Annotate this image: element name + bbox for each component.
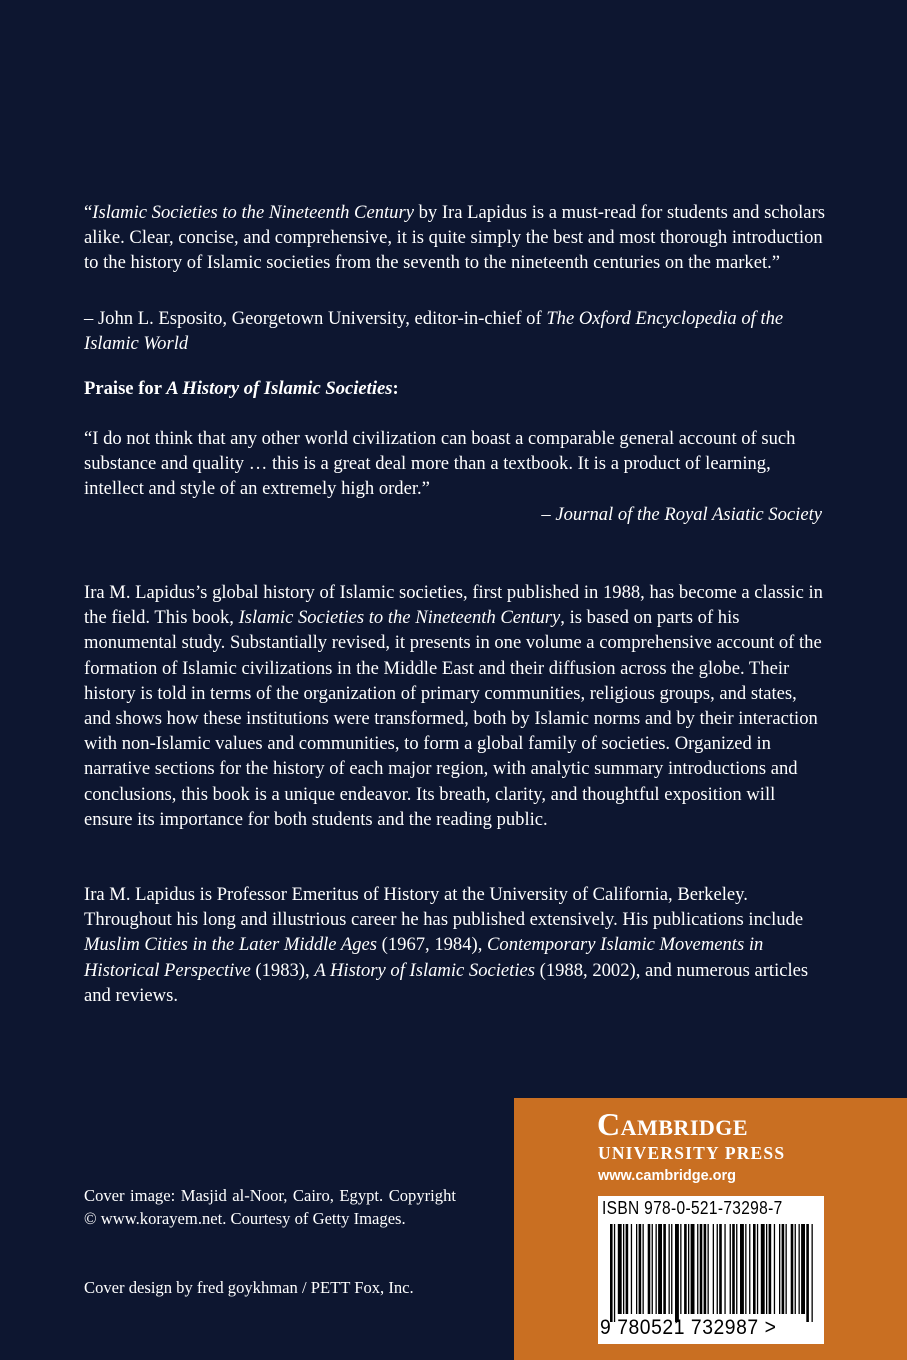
barcode-bar xyxy=(806,1224,809,1322)
publisher-panel xyxy=(514,1098,907,1360)
bio-part1: Ira M. Lapidus is Professor Emeritus of History at the University of California, Berkeley. Throughout his long and illustrious career he has published extensively. His publications include xyxy=(84,884,804,931)
barcode-bar xyxy=(610,1224,613,1322)
barcode-bar xyxy=(740,1224,744,1314)
barcode-bar xyxy=(643,1224,644,1314)
publisher-url: www.cambridge.org xyxy=(598,1168,737,1184)
barcode-bar xyxy=(704,1224,707,1314)
barcode-bar xyxy=(626,1224,629,1314)
barcode-bar xyxy=(757,1224,758,1314)
cover-image-credit: Cover image: Masjid al-Noor, Cairo, Egypt. Copyright © www.korayem.net. Courtesy of Getty Images. xyxy=(84,1186,456,1228)
bio-book1: Muslim Cities in the Later Middle Ages xyxy=(84,934,378,956)
barcode-bar xyxy=(761,1224,765,1314)
barcode-bar xyxy=(671,1224,672,1314)
publisher-press: UNIVERSITY PRESS xyxy=(598,1143,786,1163)
barcode-bar xyxy=(631,1224,632,1314)
quote1-text: by Ira Lapidus is a must-read for students and scholars alike. Clear, concise, and comprehensive, it is quite simply the best and most thorough introduction to the history of Islamic societies from the seventh to the nineteenth centuries on the market.” xyxy=(84,202,825,274)
desc-part1: Ira M. Lapidus’s global history of Islamic societies, first published in 1988, has become a classic in the field. This book, xyxy=(84,582,823,629)
barcode-bar xyxy=(812,1224,813,1322)
barcode-bar xyxy=(669,1224,670,1314)
barcode-bar xyxy=(658,1224,662,1314)
praise-prefix: Praise for xyxy=(84,378,167,399)
esposito-attribution xyxy=(84,306,826,356)
bio-part4: (1988, 2002), and numerous articles and reviews. xyxy=(84,959,809,1006)
bio-part2: (1967, 1984), xyxy=(377,934,488,956)
barcode-bar xyxy=(680,1224,681,1314)
barcode-bar xyxy=(801,1224,805,1314)
barcode-bar xyxy=(639,1224,642,1314)
desc-part2: , is based on parts of his monumental study. Substantially revised, it presents in one volume a comprehensive account of the formation of Islamic civilizations in the Middle East and their diffusion across the globe. Their history is told in terms of the organization of primary communities, religious groups, and states, and shows how these institutions were transformed, both by Islamic norms and by their interaction with non-Islamic values and communities, to form a global family of societies. Organized in narrative sections for the history of each major region, with analytic summary introductions and conclusions, this book is a unique endeavor. Its breath, clarity, and thoughtful exposition will ensure its importance for both students and the reading public. xyxy=(84,607,822,830)
barcode xyxy=(598,1196,824,1344)
bio-book2: Contemporary Islamic Movements in Historical Perspective xyxy=(84,934,764,981)
barcode-bar xyxy=(636,1224,637,1314)
praise-title: A History of Islamic Societies xyxy=(166,378,393,399)
jras-attribution xyxy=(84,502,826,527)
attribution2-text: – Journal of the Royal Asiatic Society xyxy=(541,504,822,525)
quote1-book-title: Islamic Societies to the Nineteenth Century xyxy=(92,202,414,223)
barcode-bar xyxy=(652,1224,653,1314)
barcode-bar xyxy=(774,1224,775,1314)
barcode-bar xyxy=(799,1224,800,1314)
barcode-bar xyxy=(795,1224,796,1314)
barcode-bar xyxy=(791,1224,794,1314)
barcode-bar xyxy=(700,1224,703,1314)
praise-heading xyxy=(84,376,826,401)
isbn-label: ISBN 978-0-521-73298-7 xyxy=(602,1198,783,1218)
attribution1-work: The Oxford Encyclopedia of the Islamic World xyxy=(84,308,784,355)
barcode-bar xyxy=(732,1224,735,1314)
barcode-bar xyxy=(745,1224,746,1314)
author-bio xyxy=(84,882,826,1008)
barcode-bar xyxy=(736,1224,737,1314)
cover-design-credit: Cover design by fred goykhman / PETT Fox, Inc. xyxy=(84,1278,414,1297)
desc-title: Islamic Societies to the Nineteenth Century xyxy=(238,607,561,629)
barcode-bar xyxy=(691,1224,695,1314)
barcode-bar xyxy=(675,1224,679,1322)
esposito-quote: “Islamic Societies to the Nineteenth Century by Ira Lapidus is a must-read for students and scholars alike. Clear, concise, and comprehensive, it is quite simply the best and most thorough introduction to the history of Islamic societies from the seventh to the nineteenth centuries on the market.” xyxy=(84,202,825,274)
barcode-bar xyxy=(717,1224,718,1314)
barcode-bar xyxy=(618,1224,622,1314)
quote2-text: “I do not think that any other world civilization can boast a comparable general account of such substance and quality … this is a great deal more than a textbook. It is a product of learning, intellect and style of an extremely high order.” xyxy=(84,428,796,500)
barcode-bar xyxy=(753,1224,756,1314)
barcode-bar xyxy=(713,1224,714,1314)
barcode-bar xyxy=(688,1224,689,1314)
barcode-bar xyxy=(766,1224,767,1314)
barcode-bar xyxy=(719,1224,722,1314)
barcode-bar xyxy=(648,1224,651,1314)
publisher-logo: Cambridge xyxy=(597,1106,749,1142)
barcode-bar xyxy=(779,1224,780,1314)
bio-book3: A History of Islamic Societies xyxy=(314,959,535,981)
barcode-bar xyxy=(730,1224,731,1314)
barcode-bar xyxy=(769,1224,772,1314)
barcode-bar xyxy=(614,1224,615,1322)
barcode-bar xyxy=(724,1224,725,1314)
barcode-bar xyxy=(708,1224,709,1314)
bio-part3: (1983), xyxy=(250,959,315,981)
attribution1-prefix: – John L. Esposito, Georgetown University, editor-in-chief of xyxy=(84,308,547,329)
barcode-bar xyxy=(656,1224,657,1314)
barcode-bar xyxy=(623,1224,624,1314)
jras-quote xyxy=(84,426,826,502)
barcode-digits: 9 780521 732987 > xyxy=(600,1316,777,1339)
praise-suffix: : xyxy=(392,378,399,399)
barcode-bar xyxy=(786,1224,787,1314)
barcode-bar xyxy=(684,1224,687,1314)
book-description xyxy=(84,580,826,832)
barcode-bar xyxy=(749,1224,750,1314)
barcode-bar xyxy=(697,1224,698,1314)
barcode-bar xyxy=(663,1224,666,1314)
barcode-bar xyxy=(782,1224,785,1314)
